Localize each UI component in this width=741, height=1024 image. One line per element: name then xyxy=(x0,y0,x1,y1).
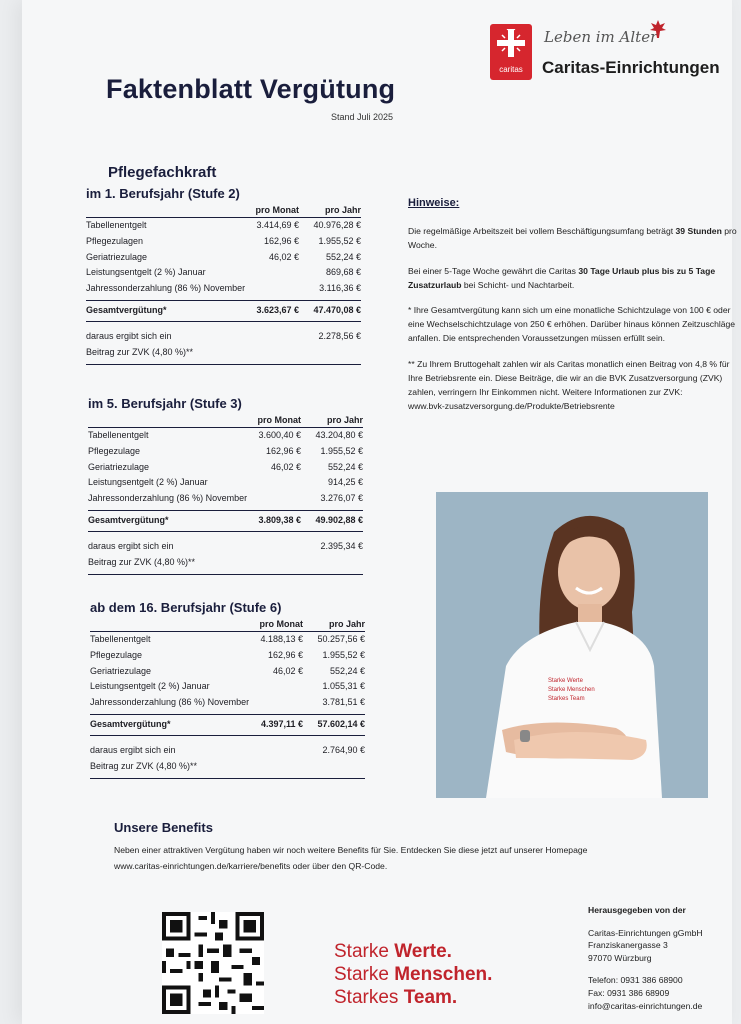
table-row: Pflegezulage 162,96 € 1.955,52 € xyxy=(88,445,363,456)
table-header xyxy=(88,415,363,428)
slogan: Leben im Alter xyxy=(544,28,658,46)
zvk-row: daraus ergibt sich ein Beitrag zur ZVK (4,80 %)** 2.395,34 € xyxy=(88,538,363,575)
bvk-link[interactable]: www.bvk-zusatzversorgung.de/Produkte/Betriebsrente xyxy=(408,401,615,412)
section-title: im 5. Berufsjahr (Stufe 3) xyxy=(88,396,242,411)
total-row: Gesamtvergütung* 3.809,38 € 49.902,88 € xyxy=(88,510,363,532)
table-row: Pflegezulage 162,96 € 1.955,52 € xyxy=(90,649,365,660)
table-row: Jahressonderzahlung (86 %) November 3.781,51 € xyxy=(90,697,365,708)
caritas-cross-icon xyxy=(497,29,525,57)
table-row: Geriatriezulage 46,02 € 552,24 € xyxy=(86,251,361,262)
imprint-company: Caritas-Einrichtungen gGmbH xyxy=(588,927,703,938)
salary-section-stufe-6 xyxy=(90,600,365,779)
note-vacation: Bei einer 5-Tage Woche gewährt die Caritas 30 Tage Urlaub plus bis zu 5 Tage Zusatzurlaub bei Schicht- und Nachtarbeit. xyxy=(408,265,716,290)
table-row: Pflegezulagen 162,96 € 1.955,52 € xyxy=(86,235,361,246)
salary-section-stufe-3 xyxy=(88,396,363,575)
org-name: Caritas-Einrichtungen xyxy=(542,58,720,77)
table-header xyxy=(86,205,361,218)
stand-date: Stand Juli 2025 xyxy=(331,112,394,122)
nurse-illustration xyxy=(436,492,708,798)
section-title: ab dem 16. Berufsjahr (Stufe 6) xyxy=(90,600,282,615)
zvk-row: daraus ergibt sich ein Beitrag zur ZVK (4,80 %)** 2.764,90 € xyxy=(90,742,365,779)
shirt-text-3: Starkes Team xyxy=(548,696,585,702)
note-working-hours: Die regelmäßige Arbeitszeit bei vollem Beschäftigungsumfang beträgt 39 Stunden pro Woche. xyxy=(408,226,737,251)
table-row: Geriatriezulage 46,02 € 552,24 € xyxy=(88,461,363,472)
claim-text: Starke Werte. Starke Menschen. Starkes Team. xyxy=(334,941,493,1008)
imprint-city: 97070 Würzburg xyxy=(588,952,652,963)
total-row: Gesamtvergütung* 4.397,11 € 57.602,14 € xyxy=(90,714,365,736)
fact-sheet-page xyxy=(22,0,737,1024)
benefits-link[interactable]: www.caritas-einrichtungen.de/karriere/benefits oder über den QR-Code. xyxy=(114,861,388,871)
leaf-icon xyxy=(650,20,666,38)
table-row: Tabellenentgelt 4.188,13 € 50.257,56 € xyxy=(90,634,365,644)
notes-panel xyxy=(408,196,738,424)
imprint-fax: Fax: 0931 386 68909 xyxy=(588,987,670,998)
section-title: im 1. Berufsjahr (Stufe 2) xyxy=(86,186,240,201)
total-row: Gesamtvergütung* 3.623,67 € 47.470,08 € xyxy=(86,300,361,322)
col-month-header: pro Monat xyxy=(257,415,301,425)
shirt-text-2: Starke Menschen xyxy=(548,687,595,693)
logo-wordmark: caritas xyxy=(499,65,523,74)
imprint-email[interactable]: info@caritas-einrichtungen.de xyxy=(588,1000,703,1011)
role-heading: Pflegefachkraft xyxy=(108,164,217,181)
employee-photo xyxy=(436,492,708,798)
col-year-header: pro Jahr xyxy=(324,205,361,215)
table-row: Tabellenentgelt 3.600,40 € 43.204,80 € xyxy=(88,430,363,440)
notes-title: Hinweise: xyxy=(408,197,460,209)
col-year-header: pro Jahr xyxy=(326,415,363,425)
note-pension: ** Zu Ihrem Bruttogehalt zahlen wir als Caritas monatlich einen Beitrag von 4,8 % für Ihre Betriebsrente ein. Diese Beiträge, die wir an die BVK Zusatzversorgung (ZVK) zahlen, verringern Ihr Einkommen nicht. Weitere Informationen zur ZVK: www.bvk-zusatzversorgung.de/Produkte/Betriebsrente xyxy=(408,358,730,412)
page-title: Faktenblatt Vergütung xyxy=(106,74,396,104)
table-row: Geriatriezulage 46,02 € 552,24 € xyxy=(90,665,365,676)
table-row: Leistungsentgelt (2 %) Januar 869,68 € xyxy=(86,267,361,278)
imprint xyxy=(588,904,703,1012)
note-shift-allowance: * Ihre Gesamtvergütung kann sich um eine monatliche Schichtzulage von 100 € oder eine Wechselschichtzulage von 250 € erhöhen. Darüber hinaus können Zeitzuschläge anfallen. Die entsprechenden Voraussetzungen müssen erfüllt sein. xyxy=(408,305,736,344)
shirt-text-1: Starke Werte xyxy=(548,678,583,684)
caritas-logo xyxy=(490,24,532,80)
table-row: Leistungsentgelt (2 %) Januar 1.055,31 € xyxy=(90,681,365,692)
benefits-text: Neben einer attraktiven Vergütung haben wir noch weitere Benefits für Sie. Entdecken Sie diese jetzt auf unserer Homepage www.caritas-einrichtungen.de/karriere/benefits oder über den QR-Code. xyxy=(114,845,588,871)
table-header xyxy=(90,619,365,632)
benefits-title: Unsere Benefits xyxy=(114,820,213,835)
qr-code[interactable] xyxy=(162,912,264,1014)
table-row: Tabellenentgelt 3.414,69 € 40.976,28 € xyxy=(86,220,361,230)
imprint-heading: Herausgegeben von der xyxy=(588,905,686,915)
table-row: Jahressonderzahlung (86 %) November 3.276,07 € xyxy=(88,493,363,504)
table-row: Leistungsentgelt (2 %) Januar 914,25 € xyxy=(88,477,363,488)
table-row: Jahressonderzahlung (86 %) November 3.116,36 € xyxy=(86,283,361,294)
imprint-street: Franziskanergasse 3 xyxy=(588,940,668,951)
zvk-row: daraus ergibt sich ein Beitrag zur ZVK (4,80 %)** 2.278,56 € xyxy=(86,328,361,365)
imprint-phone: Telefon: 0931 386 68900 xyxy=(588,975,683,986)
col-month-header: pro Monat xyxy=(259,619,303,629)
col-year-header: pro Jahr xyxy=(328,619,365,629)
col-month-header: pro Monat xyxy=(255,205,299,215)
salary-section-stufe-2 xyxy=(86,186,361,365)
